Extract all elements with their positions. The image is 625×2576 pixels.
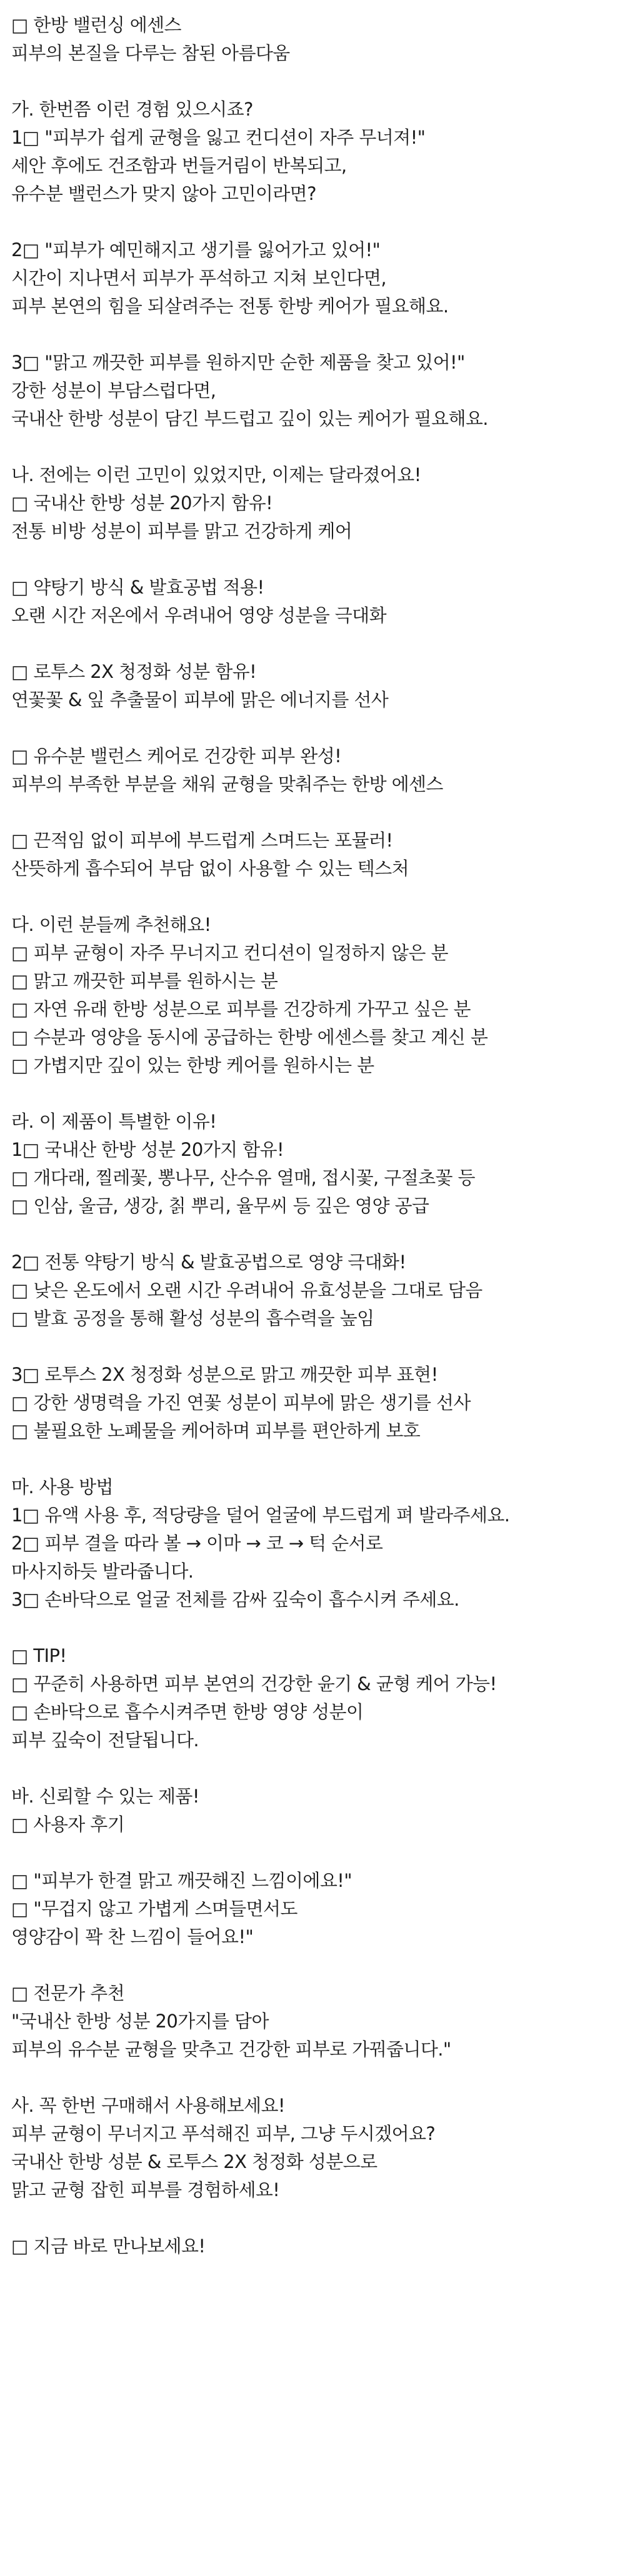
text-line: □ 끈적임 없이 피부에 부드럽게 스며드는 포뮬러! (11, 830, 393, 851)
text-block-special-1 (11, 1108, 618, 1220)
text-block-experience-2 (11, 236, 618, 321)
text-line: 시간이 지나면서 피부가 푸석하고 지쳐 보인다면, (11, 267, 386, 289)
text-line: 피부 깊숙이 전달됩니다. (11, 1729, 199, 1751)
text-line: 3□ 손바닥으로 얼굴 전체를 감싸 깊숙이 흡수시켜 주세요. (11, 1589, 459, 1610)
text-line: 전통 비방 성분이 피부를 맑고 건강하게 케어 (11, 520, 352, 542)
blank-line (11, 1614, 618, 1642)
blank-line (11, 630, 618, 658)
text-block-special-3 (11, 1361, 618, 1445)
text-block-experience (11, 96, 618, 208)
text-line: □ 전문가 추천 (11, 1982, 125, 2004)
text-block-solution-4 (11, 742, 618, 798)
text-line: 다. 이런 분들께 추천해요! (11, 914, 211, 935)
text-line: 피부의 유수분 균형을 맞추고 건강한 피부로 가꿔줍니다." (11, 2039, 451, 2060)
text-line: □ 피부 균형이 자주 무너지고 컨디션이 일정하지 않은 분 (11, 942, 448, 963)
blank-line (11, 1333, 618, 1361)
text-line: □ 사용자 후기 (11, 1814, 125, 1835)
text-line: 1□ "피부가 쉽게 균형을 잃고 컨디션이 자주 무너져!" (11, 127, 426, 148)
blank-line (11, 1951, 618, 1979)
text-block-cta (11, 2092, 618, 2204)
text-line: 라. 이 제품이 특별한 이유! (11, 1111, 217, 1132)
text-line: □ 약탕기 방식 & 발효공법 적용! (11, 577, 264, 598)
text-block-tip (11, 1642, 618, 1754)
text-line: 1□ 유액 사용 후, 적당량을 덜어 얼굴에 부드럽게 펴 발라주세요. (11, 1504, 510, 1526)
text-line: 국내산 한방 성분이 담긴 부드럽고 깊이 있는 케어가 필요해요. (11, 408, 488, 429)
text-line: 가. 한번쯤 이런 경험 있으시죠? (11, 99, 253, 120)
text-line: 피부 본연의 힘을 되살려주는 전통 한방 케어가 필요해요. (11, 296, 449, 317)
text-line: □ TIP! (11, 1645, 67, 1666)
text-line: □ 자연 유래 한방 성분으로 피부를 건강하게 가꾸고 싶은 분 (11, 998, 471, 1020)
text-line: 피부 균형이 무너지고 푸석해진 피부, 그냥 두시겠어요? (11, 2123, 436, 2144)
blank-line (11, 714, 618, 742)
text-line: □ 맑고 깨끗한 피부를 원하시는 분 (11, 970, 278, 992)
text-line: 영양감이 꽉 찬 느낌이 들어요!" (11, 1926, 254, 1947)
text-line: "국내산 한방 성분 20가지를 담아 (11, 2011, 269, 2032)
text-line: 피부의 본질을 다루는 참된 아름다움 (11, 42, 290, 64)
text-block-recommend (11, 911, 618, 1080)
text-line: □ "피부가 한결 맑고 깨끗해진 느낌이에요!" (11, 1870, 352, 1891)
text-block-experience-3 (11, 349, 618, 433)
text-block-closing (11, 2232, 618, 2260)
text-line: 유수분 밸런스가 맞지 않아 고민이라면? (11, 183, 316, 204)
text-block-expert (11, 1979, 618, 2064)
text-line: □ "무겁지 않고 가볍게 스며들면서도 (11, 1898, 298, 1919)
blank-line (11, 545, 618, 574)
product-description-document (11, 11, 618, 2260)
text-line: □ 국내산 한방 성분 20가지 함유! (11, 492, 273, 514)
blank-line (11, 2204, 618, 2232)
blank-line (11, 798, 618, 827)
text-line: □ 꾸준히 사용하면 피부 본연의 건강한 윤기 & 균형 케어 가능! (11, 1673, 497, 1694)
blank-line (11, 321, 618, 349)
text-line: 마. 사용 방법 (11, 1476, 113, 1498)
text-line: □ 로투스 2X 청정화 성분 함유! (11, 661, 257, 682)
blank-line (11, 1080, 618, 1108)
text-line: □ 낮은 온도에서 오랜 시간 우려내어 유효성분을 그대로 담음 (11, 1280, 482, 1301)
text-line: □ 손바닥으로 흡수시켜주면 한방 영양 성분이 (11, 1701, 364, 1723)
text-line: □ 한방 밸런싱 에센스 (11, 14, 181, 36)
blank-line (11, 883, 618, 911)
text-block-solution-2 (11, 574, 618, 630)
text-line: 3□ 로투스 2X 청정화 성분으로 맑고 깨끗한 피부 표현! (11, 1364, 438, 1385)
blank-line (11, 67, 618, 96)
text-line: 산뜻하게 흡수되어 부담 없이 사용할 수 있는 텍스처 (11, 858, 409, 879)
text-line: 나. 전에는 이런 고민이 있었지만, 이제는 달라졌어요! (11, 464, 421, 485)
text-line: □ 지금 바로 만나보세요! (11, 2235, 206, 2257)
blank-line (11, 1839, 618, 1867)
text-line: 오랜 시간 저온에서 우려내어 영양 성분을 극대화 (11, 605, 386, 626)
blank-line (11, 2064, 618, 2092)
text-block-solution-1 (11, 461, 618, 545)
text-line: 피부의 부족한 부분을 채워 균형을 맞춰주는 한방 에센스 (11, 773, 443, 795)
text-line: 연꽃꽃 & 잎 추출물이 피부에 맑은 에너지를 선사 (11, 689, 389, 710)
text-block-solution-3 (11, 658, 618, 714)
text-line: 2□ 전통 약탕기 방식 & 발효공법으로 영양 극대화! (11, 1251, 406, 1273)
text-line: □ 발효 공정을 통해 활성 성분의 흡수력을 높임 (11, 1308, 374, 1329)
text-line: □ 수분과 영양을 동시에 공급하는 한방 에센스를 찾고 계신 분 (11, 1027, 488, 1048)
text-line: □ 인삼, 울금, 생강, 칡 뿌리, 율무씨 등 깊은 영양 공급 (11, 1195, 429, 1216)
blank-line (11, 433, 618, 461)
blank-line (11, 1445, 618, 1473)
text-block-special-2 (11, 1248, 618, 1333)
text-block-solution-5 (11, 827, 618, 883)
text-block-intro (11, 11, 618, 67)
text-line: 국내산 한방 성분 & 로투스 2X 청정화 성분으로 (11, 2151, 378, 2172)
blank-line (11, 1754, 618, 1783)
text-line: 2□ "피부가 예민해지고 생기를 잃어가고 있어!" (11, 239, 381, 261)
blank-line (11, 208, 618, 236)
text-line: 세안 후에도 건조함과 번들거림이 반복되고, (11, 155, 347, 176)
text-line: 마사지하듯 발라줍니다. (11, 1561, 194, 1582)
text-line: 강한 성분이 부담스럽다면, (11, 380, 216, 401)
text-block-reviews (11, 1867, 618, 1951)
text-line: 3□ "맑고 깨끗한 피부를 원하지만 순한 제품을 찾고 있어!" (11, 352, 465, 373)
text-line: 맑고 균형 잡힌 피부를 경험하세요! (11, 2179, 280, 2201)
text-line: 1□ 국내산 한방 성분 20가지 함유! (11, 1139, 284, 1160)
text-block-trust (11, 1783, 618, 1839)
text-block-usage (11, 1473, 618, 1614)
text-line: □ 불필요한 노폐물을 케어하며 피부를 편안하게 보호 (11, 1420, 421, 1441)
text-line: 사. 꼭 한번 구매해서 사용해보세요! (11, 2095, 285, 2116)
text-line: 2□ 피부 결을 따라 볼 → 이마 → 코 → 턱 순서로 (11, 1533, 383, 1554)
text-line: 바. 신뢰할 수 있는 제품! (11, 1786, 199, 1807)
text-line: □ 강한 생명력을 가진 연꽃 성분이 피부에 맑은 생기를 선사 (11, 1392, 471, 1413)
text-line: □ 가볍지만 깊이 있는 한방 케어를 원하시는 분 (11, 1055, 374, 1076)
blank-line (11, 1220, 618, 1248)
text-line: □ 개다래, 찔레꽃, 뽕나무, 산수유 열매, 접시꽃, 구절초꽃 등 (11, 1167, 475, 1188)
text-line: □ 유수분 밸런스 케어로 건강한 피부 완성! (11, 745, 342, 767)
